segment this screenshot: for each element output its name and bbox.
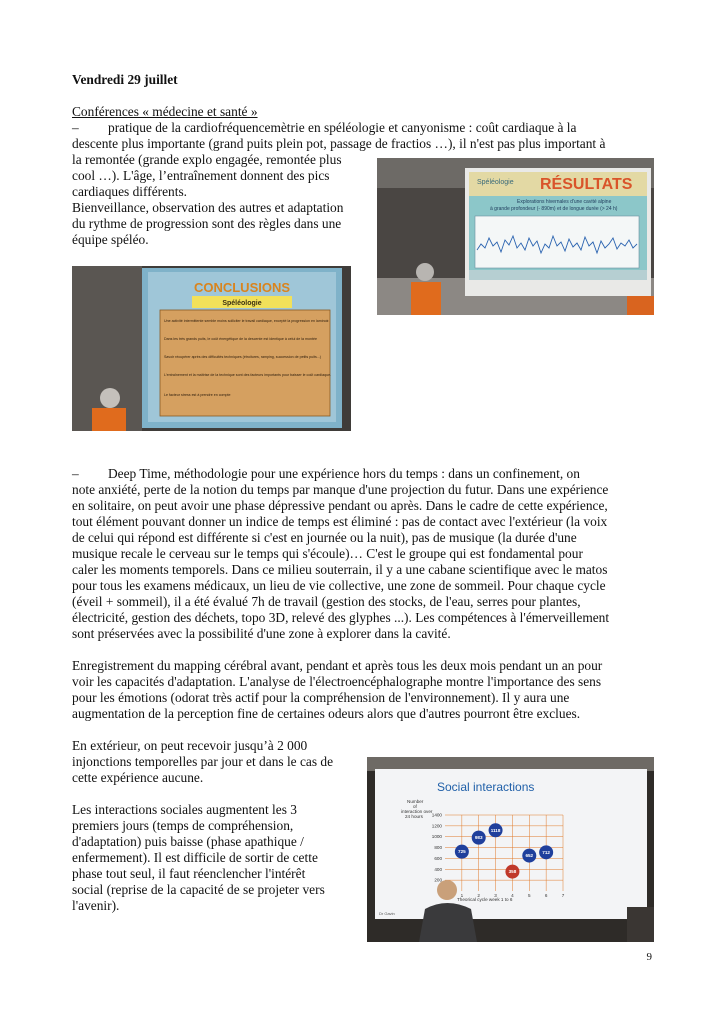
text-line: voir les capacités d'adaptation. L'analyse de l'électroencéphalographe montre l'importance des sens bbox=[72, 674, 602, 689]
text-line: caler les moments temporels. Dans ce milieu souterrain, il y a une cabane scientifique avec le matos bbox=[72, 562, 608, 577]
text-line: Bienveillance, observation des autres et adaptation bbox=[72, 200, 344, 215]
text-line: cette expérience aucune. bbox=[72, 770, 204, 785]
text-line: premiers jours (temps de compréhension, bbox=[72, 818, 294, 833]
y-tick-label: 1000 bbox=[431, 834, 442, 840]
slide2-bullet: L'entraînement et la maîtrise de la technique sont des facteurs importants pour baisser le coût cardiaque. bbox=[164, 373, 332, 377]
date-heading: Vendredi 29 juillet bbox=[72, 72, 178, 87]
x-tick-label: 1 bbox=[460, 893, 464, 898]
data-label: 1118 bbox=[490, 827, 501, 833]
data-label: 358 bbox=[508, 869, 517, 875]
x-tick-label: 2 bbox=[477, 893, 480, 898]
slide3-ylabel-line: Number bbox=[407, 799, 424, 804]
slide1-caption-line: Explorations hivernales d'une cavité alpine bbox=[517, 199, 612, 205]
y-tick-label: 1200 bbox=[431, 823, 442, 829]
text-line: injonctions temporelles par jour et dans le cas de bbox=[72, 754, 334, 769]
text-line: En extérieur, on peut recevoir jusqu’à 2 000 bbox=[72, 738, 308, 753]
text-line: note anxiété, perte de la notion du temps par manque d'une projection du futur. Dans une expérience bbox=[72, 482, 609, 497]
text-line: d'adaptation) puis baisse (phase apathique / bbox=[72, 834, 304, 849]
slide3-xlabel: Theorical cycle week 1 to 6 bbox=[457, 897, 513, 902]
slide3-ylabel-line: of bbox=[413, 804, 417, 809]
bullet-dash: – bbox=[72, 120, 79, 135]
slide3-ylabel-line: interaction over bbox=[401, 809, 433, 814]
x-tick-label: 3 bbox=[494, 893, 497, 898]
text-line: phase tout seul, il faut réenclencher l'intérêt bbox=[72, 866, 306, 881]
slide2-bullet: Une activité intermittente semble moins solliciter le travail cardiaque, excepté la progression en laminoir. bbox=[164, 319, 330, 323]
bullet-dash: – bbox=[72, 466, 79, 481]
photo-social-interactions-slide bbox=[367, 757, 654, 942]
text-line: pratique de la cardiofréquencemètrie en spéléologie et canyonisme : coût cardiaque à la bbox=[108, 120, 577, 135]
data-label: 652 bbox=[525, 853, 534, 859]
section-title: Conférences « médecine et santé » bbox=[72, 104, 258, 119]
x-tick-label: 5 bbox=[528, 893, 531, 898]
x-tick-label: 6 bbox=[544, 893, 548, 898]
text-line: (éveil + sommeil), il a été évalué 7h de travail (gestion des stocks, de l'eau, serres pour plantes, bbox=[72, 594, 581, 609]
text-line: tout élément pouvant donner un indice de temps est éliminé : pas de contact avec l'extérieur (la voix bbox=[72, 514, 608, 529]
y-tick-label: 600 bbox=[434, 855, 442, 861]
text-line: la remontée (grande explo engagée, remontée plus bbox=[72, 152, 342, 167]
slide2-title: CONCLUSIONS bbox=[193, 280, 291, 295]
text-line: l'avenir). bbox=[72, 898, 120, 913]
slide2-bullet: Dans les très grands puits, le coût énergétique de la descente est identique à celui de la montée bbox=[164, 337, 318, 341]
photo-conclusions-slide bbox=[72, 266, 351, 431]
text-line: social (reprise de la capacité de se projeter vers bbox=[72, 882, 325, 897]
slide1-caption-line: à grande profondeur (- 890m) et de longue durée (> 24 h) bbox=[490, 206, 618, 212]
slide1-subtitle: Spéléologie bbox=[477, 179, 514, 186]
slide2-bullet: Savoir récupérer après des difficultés techniques (étroitures, ramping, succession de petits puits...) bbox=[164, 355, 321, 359]
text-line: pour tous les examens médicaux, un lieu de vie collective, une zone de sommeil. Pour chaque cycle bbox=[72, 578, 606, 593]
slide1-title: RÉSULTATS bbox=[540, 176, 633, 193]
data-label: 725 bbox=[458, 849, 466, 855]
text-line: augmentation de la perception fine de certaines odeurs alors que d'autres pourront être exclues. bbox=[72, 706, 581, 721]
data-label: 983 bbox=[474, 835, 483, 841]
text-line: sont préservées avec la possibilité d'une zone à explorer dans la cavité. bbox=[72, 626, 451, 641]
text-line: électricité, gestion des déchets, topo 3D, relevé des glyphes ...). Les compétences à l'émerveillement bbox=[72, 610, 610, 625]
text-line: cool …). L'âge, l’entraînement donnent des pics bbox=[72, 168, 330, 183]
text-line: descente plus importante (grand puits plein pot, passage de fractios …), il n'est pas plus important à bbox=[72, 136, 606, 151]
y-tick-label: 800 bbox=[434, 845, 442, 851]
y-tick-label: 400 bbox=[434, 866, 442, 872]
presenter-head bbox=[437, 880, 457, 900]
text-line: pour les émotions (odorat très actif pour la compréhension de l'environnement). Il y aura une bbox=[72, 690, 570, 705]
page-number: 9 bbox=[646, 951, 652, 963]
x-tick-label: 7 bbox=[561, 893, 565, 898]
text-line: du rythme de progression sont des règles dans une bbox=[72, 216, 342, 231]
text-line: Deep Time, méthodologie pour une expérience hors du temps : dans un confinement, on bbox=[108, 466, 580, 481]
y-tick-label: 200 bbox=[434, 877, 442, 883]
data-label: 712 bbox=[542, 849, 550, 855]
slide3-title: Social interactions bbox=[437, 780, 535, 794]
text-line: Les interactions sociales augmentent les 3 bbox=[72, 802, 297, 817]
text-line: musique recale le cerveau sur le temps qui s'écoule)… C'est le groupe qui est fondamental pour bbox=[72, 546, 583, 561]
slide2-bullet: Le facteur stress est à prendre en compte bbox=[164, 393, 231, 397]
slide3-ylabel-line: 24 hours bbox=[405, 814, 423, 819]
text-line: cardiaques différents. bbox=[72, 184, 188, 199]
text-line: en solitaire, on peut avoir une phase dépressive pendant ou après. Dans le cadre de cette expérience, bbox=[72, 498, 608, 513]
text-line: équipe spéléo. bbox=[72, 232, 149, 247]
text-line: Enregistrement du mapping cérébral avant, pendant et après tous les deux mois pendant un an pour bbox=[72, 658, 603, 673]
text-line: de celui qui répond est différente si c'est en journée ou la nuit), pas de musique (la durée d'une bbox=[72, 530, 577, 545]
y-tick-label: 1400 bbox=[431, 812, 442, 818]
text-line: enfermement). Il est difficile de sortir de cette bbox=[72, 850, 318, 865]
slide3-footer: Dr Gavin bbox=[379, 911, 395, 916]
presenter-body bbox=[419, 903, 477, 942]
slide2-subtitle: Spéléologie bbox=[222, 300, 262, 307]
photo-resultats-slide bbox=[377, 158, 654, 315]
x-tick-label: 4 bbox=[511, 893, 514, 898]
